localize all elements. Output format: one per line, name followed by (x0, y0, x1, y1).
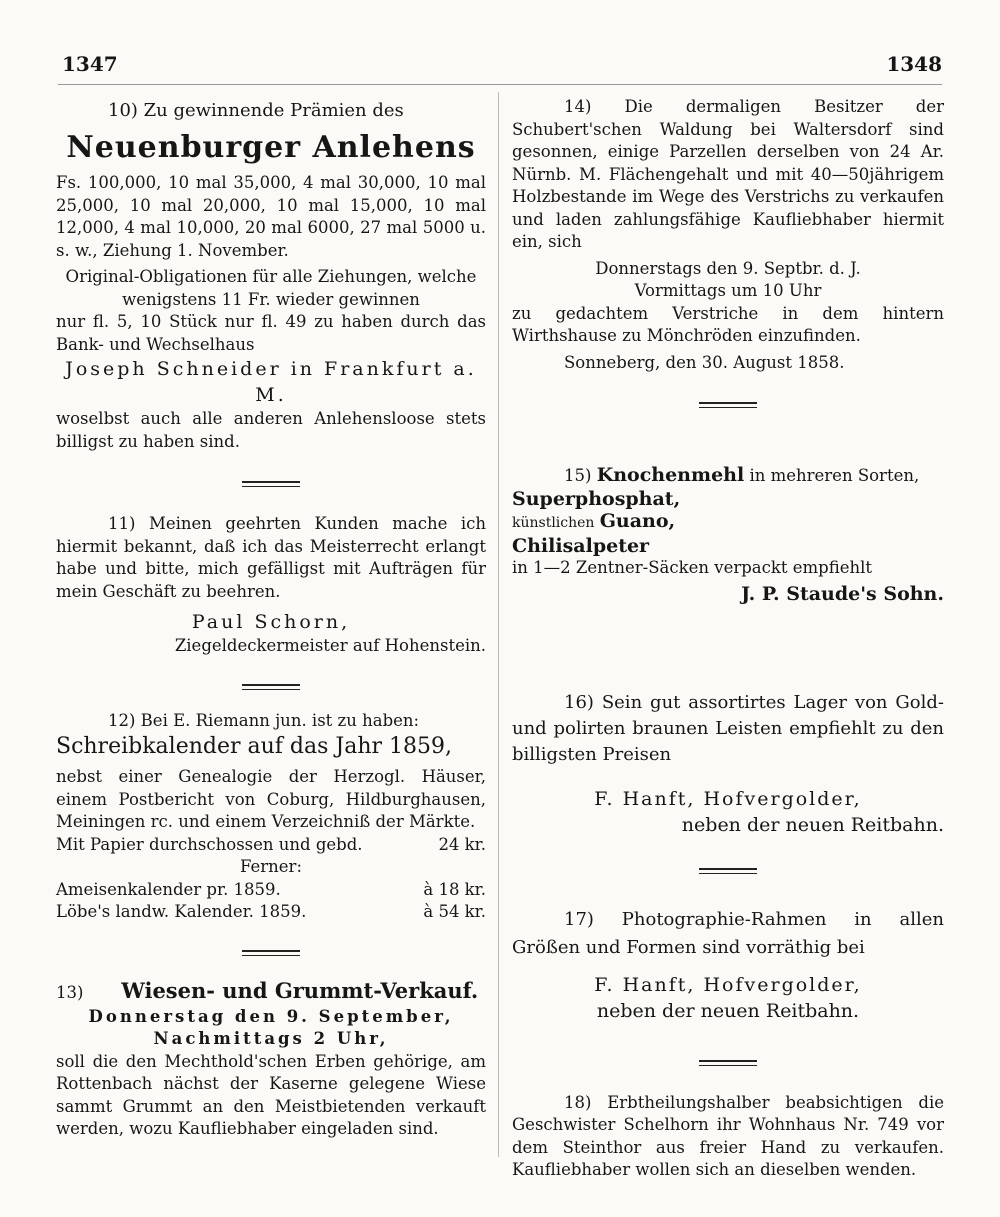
ad-15-line1 (512, 464, 944, 488)
ad-13-heading-row (56, 976, 486, 1006)
ad-13-time: Nachmittags 2 Uhr, (153, 1029, 389, 1048)
ad-15-line3 (512, 510, 944, 535)
ad-13-text: soll die den Mechthold'schen Erben gehörige, am Rottenbach nächst der Kaserne gelegene Wiese sammt Grummt an den Meistbietenden verkauft werden, wozu Kaufliebhaber eingeladen sind. (56, 1051, 486, 1138)
ad-12-item-row (56, 879, 486, 902)
ad-12-description: nebst einer Genealogie der Herzogl. Häuser, einem Postbericht von Coburg, Hildburghausen, Meiningen rc. und einem Verzeichniß der Märkte. (56, 767, 486, 831)
ad-14 (512, 96, 944, 374)
page-number-left: 1347 (62, 52, 118, 76)
ad-14-place: zu gedachtem Verstriche in dem hintern Wirthshause zu Mönchröden einzufinden. (512, 303, 944, 345)
ad-13-date: Donnerstag den 9. September, (88, 1006, 454, 1026)
ad-10-line3: nur fl. 5, 10 Stück nur fl. 49 zu haben durch das Bank- und Wechselhaus (56, 312, 486, 354)
ad-10-line5: woselbst auch alle anderen Anlehensloose stets billigst zu haben sind. (56, 409, 486, 451)
ad-10-amounts: Fs. 100,000, 10 mal 35,000, 4 mal 30,000, 10 mal 25,000, 10 mal 20,000, 10 mal 15,000, 10 mal 12,000, 4 mal 10,000, 20 mal 6000, 27 mal 5000 u. s. w., Ziehung 1. November. (56, 173, 486, 260)
ad-12-price-line: Mit Papier durchschossen und gebd. (56, 834, 363, 854)
ad-11-role: Ziegeldeckermeister auf Hohenstein. (174, 636, 486, 655)
ad-18 (512, 1092, 944, 1182)
ad-12-heading: 12) Bei E. Riemann jun. ist zu haben: (108, 710, 420, 730)
ad-10 (56, 96, 486, 453)
ad-11 (56, 513, 486, 658)
ad-17 (512, 906, 944, 1024)
ad-12-item1: Ameisenkalender pr. 1859. (56, 879, 281, 899)
ad-15-product3-prefix: künstlichen (512, 515, 595, 531)
ad-12-price-row (56, 834, 486, 857)
ad-11-text: 11) Meinen geehrten Kunden mache ich hiermit bekannt, daß ich das Meisterrecht erlangt habe und bitte, mich gefälligst mit Aufträgen für mein Geschäft zu beehren. (56, 514, 486, 601)
ad-13 (56, 976, 486, 1141)
ad-15-product1: Knochenmehl (596, 464, 745, 486)
ad-11-name: Paul Schorn, (191, 611, 351, 633)
separator (242, 950, 300, 952)
ad-17-place: neben der neuen Reitbahn. (596, 999, 860, 1022)
ad-12-ferner: Ferner: (239, 857, 303, 876)
ad-16 (512, 690, 944, 838)
ad-14-dateline: Sonneberg, den 30. August 1858. (564, 352, 845, 372)
ad-14-text: 14) Die dermaligen Besitzer der Schubert'schen Waldung bei Waltersdorf sind gesonnen, einige Parzellen derselben von 24 Ar. Nürnb. M. Flächengehalt und mit 40—50jährigem Holzbestande im Wege des Verstrichs zu verkaufen und laden zahlungsfähige Kaufliebhaber hiermit ein, sich (512, 97, 944, 251)
ad-12-price: 24 kr. (438, 834, 486, 854)
ad-10-line2: wenigstens 11 Fr. wieder gewinnen (122, 289, 420, 309)
ad-17-name: F. Hanft, Hofvergolder, (594, 973, 862, 996)
ad-12-title-text: Schreibkalender auf das Jahr (56, 734, 383, 759)
ad-15-product1-note: in mehreren Sorten, (749, 466, 920, 485)
ad-12 (56, 710, 486, 924)
ad-12-title-year: 1859, (389, 734, 453, 759)
page-number-right: 1348 (886, 52, 942, 76)
ad-10-bank-name: Joseph Schneider in Frankfurt a. M. (65, 358, 477, 406)
ad-10-title: Neuenburger Anlehens (66, 130, 476, 165)
ad-16-name: F. Hanft, Hofvergolder, (594, 787, 862, 810)
header-rule (58, 84, 942, 85)
separator (699, 402, 757, 404)
ad-15-firm: J. P. Staude's Sohn. (741, 582, 944, 605)
separator (242, 481, 300, 483)
ad-12-item2-price: à 54 kr. (423, 902, 486, 921)
ad-16-text: 16) Sein gut assortirtes Lager von Gold- und polirten braunen Leisten empfiehlt zu den billigsten Preisen (512, 691, 944, 765)
ad-10-line1: Original-Obligationen für alle Ziehungen, welche (65, 267, 477, 286)
ad-12-title (56, 732, 486, 762)
separator (242, 684, 300, 686)
ad-15-product2: Superphosphat, (512, 487, 681, 510)
ad-10-heading: 10) Zu gewinnende Prämien des (108, 100, 404, 121)
ad-14-date1: Donnerstags den 9. Septbr. d. J. (595, 258, 861, 278)
ad-13-heading: Wiesen- und Grummt-Verkauf. (121, 977, 479, 1003)
separator (699, 868, 757, 870)
ad-12-item2: Löbe's landw. Kalender. 1859. (56, 902, 307, 921)
ad-15-number: 15) (564, 466, 592, 485)
ad-12-item-row (56, 901, 486, 924)
ad-18-text: 18) Erbtheilungshalber beabsichtigen die Geschwister Schelhorn ihr Wohnhaus Nr. 749 vor dem Steinthor aus freier Hand zu verkaufen. Kaufliebhaber wollen sich an dieselben wenden. (512, 1092, 944, 1179)
separator (699, 1060, 757, 1062)
ad-16-place: neben der neuen Reitbahn. (681, 813, 944, 836)
ad-12-item1-price: à 18 kr. (423, 879, 486, 899)
right-column (512, 96, 944, 1182)
ad-15-product3: Guano, (599, 510, 676, 532)
left-column (56, 96, 486, 1141)
ad-15-product4: Chilisalpeter (512, 534, 650, 557)
column-separator (498, 92, 499, 1157)
ad-14-date2: Vormittags um 10 Uhr (634, 281, 822, 300)
ad-15 (512, 464, 944, 608)
ad-17-text: 17) Photographie-Rahmen in allen Größen und Formen sind vorräthig bei (512, 908, 944, 958)
ad-15-line5: in 1—2 Zentner-Säcken verpackt empfiehlt (512, 558, 873, 577)
ad-13-number: 13) (56, 982, 84, 1002)
